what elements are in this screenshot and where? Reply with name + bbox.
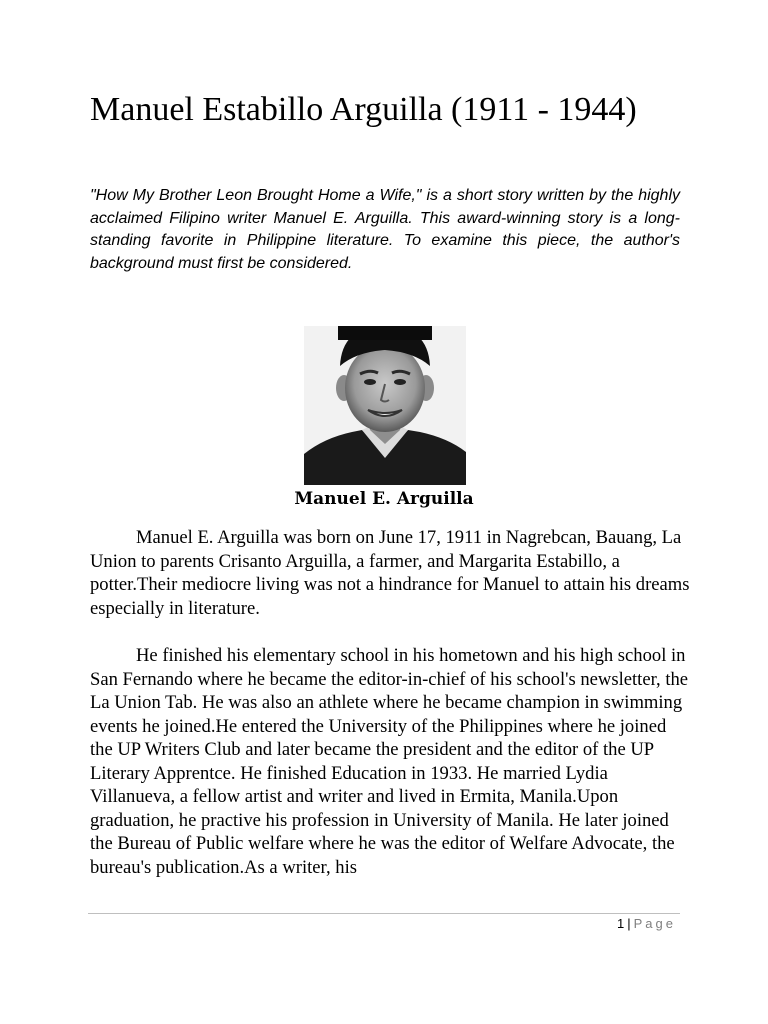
- page-number: 1: [617, 916, 625, 931]
- footer-divider: [88, 913, 680, 914]
- intro-paragraph: "How My Brother Leon Brought Home a Wife," is a short story written by the highly acclaimed Filipino writer Manuel E. Arguilla. This award-winning story is a long-standing favorite in Philippine literature. To examine this piece, the author's background must first be considered.: [90, 187, 680, 272]
- footer-separator: |: [627, 916, 631, 931]
- page-footer: [617, 915, 676, 933]
- body-paragraph: He finished his elementary school in his hometown and his high school in San Fernando where he became the editor-in-chief of his school's newsletter, the La Union Tab. He was also an athlete where he became champion in swimming events he joined.He entered the University of the Philippines where he joined the UP Writers Club and later became the president and the editor of the UP Literary Apprentce. He finished Education in 1933. He married Lydia Villanueva, a fellow artist and writer and lived in Ermita, Manila.Upon graduation, he practive his profession in University of Manila. He later joined the Bureau of Public welfare where he was the editor of Welfare Advocate, the bureau's publication.As a writer, his: [90, 645, 689, 878]
- portrait-image: [304, 326, 466, 485]
- document-title: Manuel Estabillo Arguilla (1911 - 1944): [90, 91, 637, 128]
- body-paragraph: Manuel E. Arguilla was born on June 17, 1911 in Nagrebcan, Bauang, La Union to parents Crisanto Arguilla, a farmer, and Margarita Estabillo, a potter.Their mediocre living was not a hindrance for Manuel to attain his dreams especially in literature.: [90, 527, 690, 619]
- photo-caption: Manuel E. Arguilla: [294, 489, 474, 509]
- page-label: Page: [633, 916, 676, 931]
- author-portrait-photo: [304, 326, 466, 485]
